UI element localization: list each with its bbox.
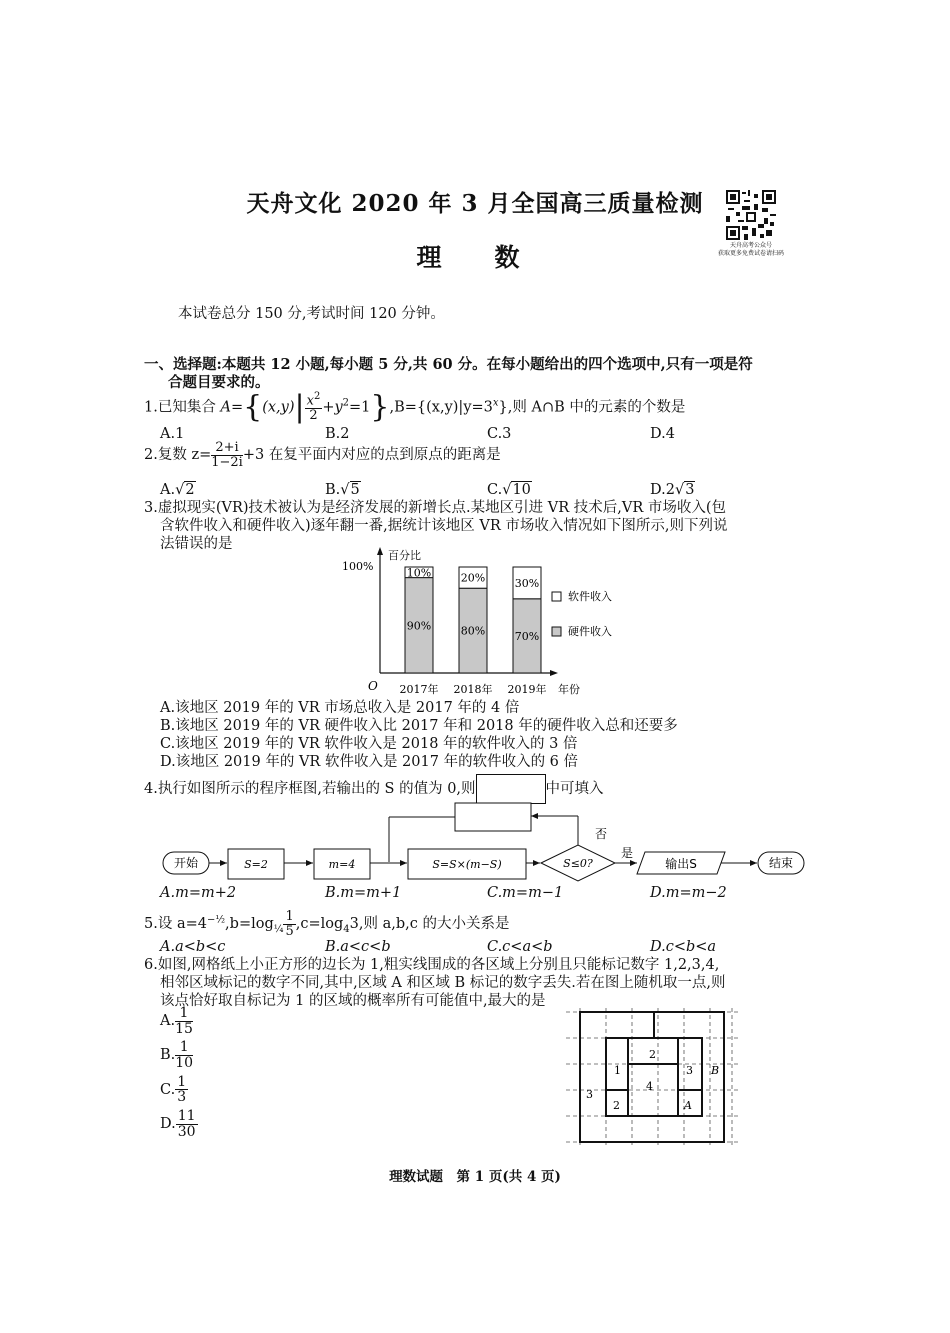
q4-option-d[interactable]: D.m=m−2 (650, 885, 727, 901)
legend-software-label: 软件收入 (568, 590, 612, 603)
q6-d-label: D. (160, 1116, 176, 1133)
bar-label-software-2017年: 10% (406, 566, 432, 580)
question-2 (144, 441, 501, 469)
grid-dashed-lines (566, 1008, 738, 1146)
flow-start-label: 开始 (173, 856, 199, 870)
page-title: 天舟文化 2020 年 3 月全国高三质量检测 (246, 190, 704, 217)
q3-line1: 3.虚拟现实(VR)技术被认为是经济发展的新增长点.某地区引进 VR 技术后,VR 市场收入(包 (144, 500, 727, 516)
q3-line2: 含软件收入和硬件收入)逐年翻一番,据统计该地区 VR 市场收入情况如下图所示,则下列说 (160, 518, 728, 535)
q5-options (160, 938, 860, 958)
q5-text-b: ,b=log (225, 916, 274, 933)
q2-b-label: B. (325, 482, 341, 498)
q2-option-a[interactable]: A.√2 (160, 482, 195, 498)
q4-option-b[interactable]: B.m=m+1 (325, 885, 402, 901)
legend-software-swatch (552, 592, 561, 601)
q6-d-den: 30 (177, 1123, 196, 1140)
flowchart (155, 800, 815, 884)
q2-fraction (211, 441, 243, 469)
q6-c-label: C. (160, 1081, 176, 1098)
q6-b-label: B. (160, 1047, 176, 1064)
q6-option-b[interactable] (160, 1040, 198, 1070)
legend-hardware-label: 硬件收入 (568, 625, 612, 638)
q4-text-b: 中可填入 (545, 781, 604, 797)
q1-text-a: 1.已知集合 (144, 399, 221, 416)
q5-b-base: ¼ (273, 924, 284, 936)
q5-fraction (283, 910, 295, 938)
q2-options (160, 481, 860, 501)
q1-option-c[interactable]: C.3 (487, 426, 512, 442)
question-6 (144, 956, 824, 1010)
q3-option-b[interactable]: B.该地区 2019 年的 VR 硬件收入比 2017 年和 2018 年的硬件收入总和还要多 (160, 718, 678, 735)
chart-origin: O (368, 679, 378, 693)
qr-code-icon (726, 190, 776, 240)
legend-hardware-swatch (552, 627, 561, 636)
bar-label-software-2018年: 20% (460, 571, 486, 585)
grid-label-b: B (711, 1064, 720, 1077)
q1-option-b[interactable]: B.2 (325, 426, 350, 442)
q3-option-c[interactable]: C.该地区 2019 年的 VR 软件收入是 2018 年的软件收入的 3 倍 (160, 736, 578, 753)
section-heading (144, 356, 824, 392)
q1-bar: | (294, 389, 305, 425)
q6-options (160, 1006, 198, 1140)
bar-label-hardware-2018年: 80% (460, 624, 486, 638)
q6-option-c[interactable] (160, 1075, 198, 1105)
chart-ytick-100: 100% (342, 560, 374, 573)
bar-label-hardware-2019年: 70% (514, 629, 540, 643)
q1-set-a: A (220, 399, 231, 416)
q5-den: 5 (285, 923, 294, 939)
q1-num: x (306, 393, 314, 409)
q1-den: 2 (309, 407, 318, 423)
q6-a-den: 15 (175, 1020, 193, 1037)
grid-label-a: A (684, 1099, 692, 1112)
q1-option-d[interactable]: D.4 (650, 426, 675, 442)
flow-init-m-label: m=4 (328, 858, 356, 871)
q5-text-a: 5.设 a=4 (144, 916, 207, 933)
q1-option-a[interactable]: A.1 (160, 426, 185, 442)
q2-text-b: +3 在复平面内对应的点到原点的距离是 (242, 447, 501, 464)
q5-option-d[interactable]: D.c<b<a (650, 939, 717, 955)
q6-option-a[interactable] (160, 1006, 198, 1036)
q6-b-den: 10 (175, 1055, 194, 1072)
flow-condition-label: S≤0? (563, 857, 593, 870)
q5-text-d: ,c=log (295, 916, 344, 933)
q1-brace-right: } (370, 389, 390, 425)
q1-exp: x (492, 397, 499, 409)
chart-y-arrow (377, 547, 383, 555)
q2-d-label: D.2 (650, 482, 675, 498)
q5-option-a[interactable]: A.a<b<c (160, 939, 226, 955)
chart-x-arrow (550, 670, 558, 676)
grid-thick-borders (580, 1012, 724, 1142)
q6-option-d[interactable] (160, 1109, 198, 1139)
flow-init-s-label: S=2 (244, 858, 268, 871)
q6-d-num: 11 (177, 1108, 196, 1125)
q2-d-radicand: 3 (685, 482, 695, 498)
q2-text-a: 2.复数 z= (144, 447, 212, 464)
question-5 (144, 910, 509, 938)
q1-text-c: },则 A∩B 中的元素的个数是 (498, 399, 686, 416)
exam-intro: 本试卷总分 150 分,考试时间 120 分钟。 (178, 306, 445, 322)
q1-text-b: ,B={(x,y)|y=3 (389, 399, 493, 416)
qr-caption-line2: 获取更多免费试卷请扫码 (717, 249, 784, 257)
q4-option-a[interactable]: A.m=m+2 (160, 885, 237, 901)
q1-y-sq: 2 (342, 397, 350, 409)
q5-d-base: 4 (343, 924, 350, 936)
q6-line2: 相邻区域标记的数字不同,其中,区域 A 和区域 B 标记的数字丢失.若在图上随机取一点,则 (160, 975, 726, 992)
q5-option-c[interactable]: C.c<a<b (487, 939, 553, 955)
flow-yes-label: 是 (621, 846, 634, 860)
flow-blank-box (455, 803, 531, 831)
grid-label-3-left: 3 (586, 1088, 593, 1101)
q2-den: 1−2i (211, 454, 243, 470)
x-tick-2017年: 2017年 (399, 683, 439, 696)
flow-output-label: 输出S (665, 857, 697, 871)
q6-a-num: 1 (175, 1006, 193, 1022)
q4-options (160, 884, 860, 904)
chart-ylabel: 百分比 (388, 549, 421, 562)
question-1 (144, 389, 686, 425)
q5-a-exp: −½ (206, 914, 226, 926)
q2-c-label: C. (487, 482, 503, 498)
q2-option-c[interactable]: C.√10 (487, 482, 531, 498)
grid-label-1: 1 (614, 1064, 621, 1077)
q6-c-den: 3 (177, 1089, 187, 1106)
q6-line1: 6.如图,网格纸上小正方形的边长为 1,粗实线围成的各区域上分别且只能标记数字 1,2,3,4, (144, 957, 720, 973)
q1-plus-y: +y (322, 399, 343, 416)
q1-eq1: =1 (349, 399, 371, 416)
grid-label-2-top: 2 (649, 1048, 656, 1061)
q2-a-label: A. (160, 482, 176, 498)
q2-b-radicand: 5 (350, 482, 360, 498)
q1-eq: = (230, 399, 244, 416)
q1-fraction (305, 392, 323, 423)
chart-xlabel: 年份 (558, 683, 580, 696)
q1-brace-left: { (243, 389, 263, 425)
q6-a-label: A. (160, 1013, 176, 1030)
q6-line3: 该点恰好取自标记为 1 的区域的概率所有可能值中,最大的是 (160, 993, 546, 1010)
subject-title: 理 数 (416, 243, 534, 272)
q2-option-b[interactable]: B.√5 (325, 482, 360, 498)
bar-label-software-2019年: 30% (514, 576, 540, 590)
q1-num-sq: 2 (313, 391, 321, 402)
x-tick-2018年: 2018年 (453, 683, 493, 696)
x-tick-2019年: 2019年 (507, 683, 547, 696)
q6-c-num: 1 (177, 1073, 187, 1090)
vr-income-chart (330, 545, 630, 700)
q6-b-num: 1 (175, 1040, 193, 1056)
bar-label-hardware-2017年: 90% (406, 619, 432, 633)
q1-xy: (x,y) (262, 399, 295, 416)
grid-figure (566, 1008, 746, 1148)
q3-option-d[interactable]: D.该地区 2019 年的 VR 软件收入是 2017 年的软件收入的 6 倍 (160, 754, 579, 771)
q5-option-b[interactable]: B.a<c<b (325, 939, 391, 955)
page-footer: 理数试题 第 1 页(共 4 页) (389, 1169, 561, 1185)
qr-caption (706, 242, 796, 258)
q5-num: 1 (285, 909, 294, 924)
q4-option-c[interactable]: C.m=m−1 (487, 885, 564, 901)
section-heading-line2: 合题目要求的。 (168, 374, 270, 392)
flow-no-label: 否 (595, 827, 608, 841)
q2-a-radicand: 2 (185, 482, 195, 498)
qr-caption-line1: 天舟高考公众号 (729, 242, 772, 249)
section-heading-line1: 一、选择题:本题共 12 小题,每小题 5 分,共 60 分。在每小题给出的四个选项中,只有一项是符 (144, 356, 753, 373)
flow-end-label: 结束 (768, 856, 794, 870)
q3-options (160, 699, 678, 772)
q2-num: 2+i (211, 441, 243, 456)
q2-option-d[interactable]: D.2√3 (650, 482, 695, 498)
flow-assign-label: S=S×(m−S) (432, 858, 502, 871)
grid-label-3-right: 3 (686, 1064, 693, 1077)
q3-option-a[interactable]: A.该地区 2019 年的 VR 市场总收入是 2017 年的 4 倍 (160, 700, 520, 716)
q3-line3: 法错误的是 (160, 536, 233, 553)
q4-text-a: 4.执行如图所示的程序框图,若输出的 S 的值为 0,则 (144, 781, 476, 797)
grid-label-2-bottom: 2 (613, 1099, 620, 1112)
grid-label-4: 4 (646, 1080, 653, 1093)
q5-text-e: 3,则 a,b,c 的大小关系是 (349, 916, 510, 933)
q2-c-radicand: 10 (512, 482, 531, 498)
